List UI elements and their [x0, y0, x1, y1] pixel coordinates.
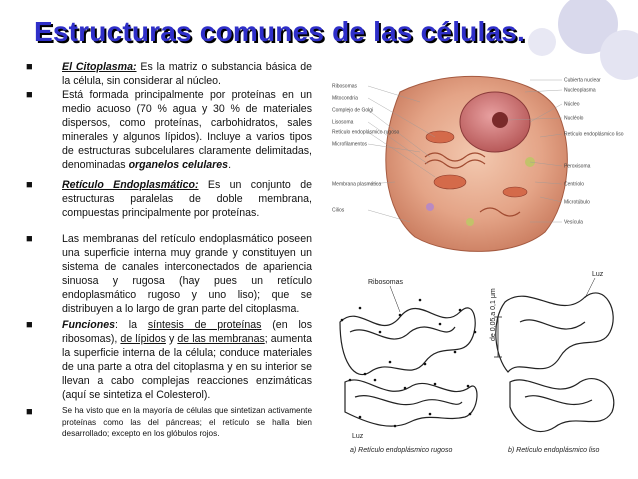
bullet-icon: ■ — [26, 406, 33, 418]
cell-label-left: Membrana plasmática — [332, 181, 382, 188]
label-luz-bottom: Luz — [352, 433, 364, 440]
cell-label-right: Núcleo — [564, 101, 580, 108]
text-part: (en los ribosomas), — [62, 319, 312, 345]
bullet-body-end: . — [228, 159, 232, 171]
underlined-lipidos: de lípidos — [120, 333, 166, 345]
cell-label-right: Vesícula — [564, 219, 583, 226]
bullet-icon: ■ — [26, 319, 33, 331]
text-part: ; aumenta la superficie interna de la célula; conduce materiales de una parte a otra del citoplasma y en su interior se llevan a cabo complejas reacciones enzimáticas (aquí se sintetiza el Colesterol). — [62, 333, 313, 401]
bullet-text: Se ha visto que en la mayoría de células que sintetizan activamente proteínas como las del páncreas; el retículo se halla bien desarrollado; excepto en los glóbulos rojos. — [62, 406, 312, 438]
label-luz-top: Luz — [592, 271, 604, 278]
bullet-text — [62, 318, 312, 402]
text-part: : la — [114, 319, 148, 331]
cell-label-right: Nucléolo — [564, 115, 584, 122]
bullet-icon: ■ — [26, 61, 33, 73]
cell-label-left: Lisosoma — [332, 119, 354, 126]
cell-label-left: Mitocondria — [332, 95, 358, 102]
smooth-er-drawing — [496, 293, 614, 432]
bullet-body: Es un conjunto de estructuras paralelas de doble membrana, compuestas principalmente por proteínas. — [62, 179, 312, 219]
bullet-icon: ■ — [26, 179, 33, 191]
text-part: y — [165, 333, 178, 345]
cell-label-right: Retículo endoplásmico liso — [564, 131, 624, 138]
term-organelos: organelos celulares — [128, 159, 229, 171]
cell-label-right: Peroxisoma — [564, 163, 591, 170]
label-measure: de 0,05 a 0,1 μm — [490, 288, 497, 341]
bullet-text: Las membranas del retículo endoplasmático poseen una superficie interna muy grande y constituyen un sistema de canales interconectados de apariencia sinuosa y rugosa (hay pues un retículo endoplasmático rugoso y uno liso); que se distribuyen a lo largo de gran parte del citoplasma. — [62, 233, 312, 315]
underlined-sintesis: síntesis de proteínas — [147, 319, 262, 331]
decorative-circle — [528, 28, 556, 56]
term-funciones: Funciones — [62, 319, 115, 331]
term-citoplasma: El Citoplasma: — [62, 61, 137, 73]
cell-label-left: Ribosomas — [332, 83, 358, 90]
rough-er-drawing — [340, 308, 477, 426]
underlined-membranas: de las membranas — [177, 333, 265, 345]
bullet-icon: ■ — [26, 233, 33, 245]
bullet-body: Es la matriz o substancia básica de la célula, sin considerar al núcleo. — [62, 61, 312, 87]
bullet-icon: ■ — [26, 89, 33, 101]
cell-label-right: Nucleoplasma — [564, 87, 596, 94]
label-ribosomas: Ribosomas — [368, 279, 404, 286]
slide-title: Estructuras comunes de las células. — [34, 16, 525, 47]
bullet-text — [62, 88, 312, 172]
bullet-text — [62, 60, 312, 88]
cell-diagram — [330, 62, 626, 258]
cell-label-right: Cubierta nuclear — [564, 77, 601, 84]
caption-smooth-er: b) Retículo endoplásmico liso — [508, 447, 600, 454]
bullet-text — [62, 178, 312, 220]
cell-label-right: Microtúbulo — [564, 199, 590, 206]
cell-label-left: Retículo endoplásmico rugoso — [332, 129, 400, 136]
cell-label-right: Centriolo — [564, 181, 585, 188]
bullet-body: Está formada principalmente por proteínas en un medio acuoso (70 % agua y 30 % de materiales dispersos, como proteínas, carbohidratos, sales minerales y algunos lípidos). Incluye a varios tipos de estructuras subcelulares claramente delimitadas, denominadas — [62, 89, 312, 171]
cell-label-left: Cilios — [332, 207, 345, 214]
er-diagram — [330, 262, 626, 458]
cell-label-left: Microfilamentos — [332, 141, 368, 148]
caption-rough-er: a) Retículo endoplásmico rugoso — [350, 447, 453, 454]
cell-label-left: Complejo de Golgi — [332, 107, 374, 114]
term-reticulo: Retículo Endoplasmático: — [62, 179, 199, 191]
